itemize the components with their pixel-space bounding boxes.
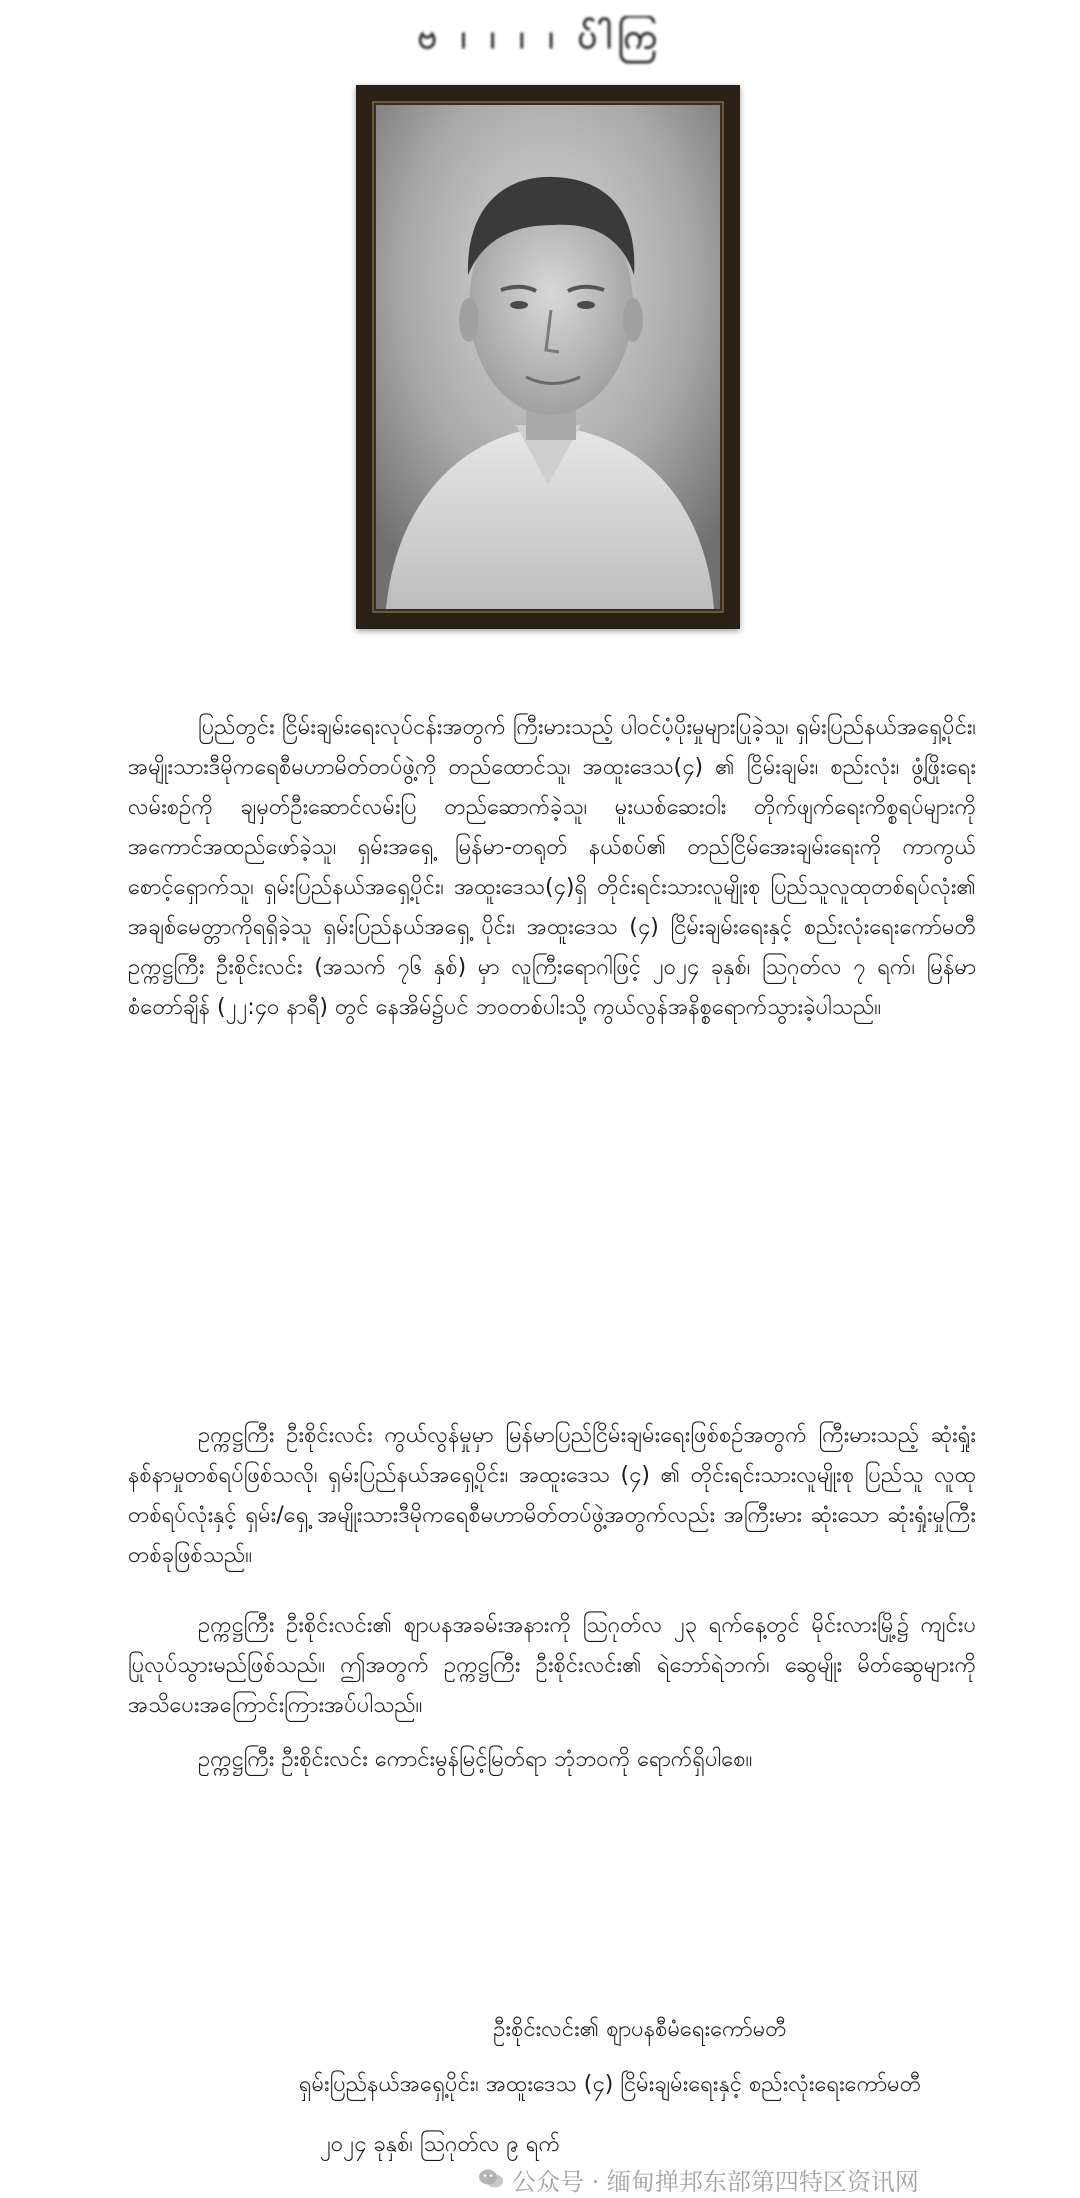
signature-organization: ရှမ်းပြည်နယ်အရှေ့ပိုင်း၊ အထူးဒေသ (၄) ငြိမ်းချမ်းရေးနှင့် စည်းလုံးရေးကော်မတီ: [298, 2072, 922, 2097]
wechat-icon: [478, 2166, 504, 2192]
watermark-text: 公众号 · 缅甸掸邦东部第四特区资讯网: [512, 2167, 919, 2196]
loss-paragraph: ဥက္ကဋ္ဌကြီး ဦးစိုင်းလင်း ကွယ်လွန်မှုမှာ မြန်မာပြည်ငြိမ်းချမ်းရေးဖြစ်စဉ်အတွက် ကြီးမားသည့် ဆုံးရှုံး နစ်နာမှုတစ်ရပ်ဖြစ်သလို၊ ရှမ်းပြည်နယ်အရှေ့ပိုင်း၊ အထူးဒေသ (၄) ၏ တိုင်းရင်းသားလူမျိုးစု ပြည်သူ လူထုတစ်ရပ်လုံးနှင့် ရှမ်း/ရှေ့ အမျိုးသားဒီမိုကရေစီမဟာမိတ်တပ်ဖွဲ့အတွက်လည်း အကြီးမား ဆုံးသော ဆုံးရှုံးမှုကြီးတစ်ခုဖြစ်သည်။: [128, 1423, 976, 1568]
page-title: ဗ ၊ ၊ ၊ ၊ ပ်ါကြ: [417, 17, 663, 57]
obituary-paragraph: ပြည်တွင်း ငြိမ်းချမ်းရေးလုပ်ငန်းအတွက် ကြီးမားသည့် ပါဝင်ပံ့ပိုးမှုများပြုခဲ့သူ၊ ရှမ်းပြည်နယ်အရှေ့ပိုင်း၊ အမျိုးသားဒီမိုကရေစီမဟာမိတ်တပ်ဖွဲ့ကို တည်ထောင်သူ၊ အထူးဒေသ(၄) ၏ ငြိမ်းချမ်း၊ စည်းလုံး၊ ဖွံ့ဖြိုးရေးလမ်းစဉ်ကို ချမှတ်ဦးဆောင်လမ်းပြ တည်ဆောက်ခဲ့သူ၊ မူးယစ်ဆေးဝါး တိုက်ဖျက်ရေးကိစ္စရပ်များကို အကောင်အထည်ဖော်ခဲ့သူ၊ ရှမ်းအရှေ့ မြန်မာ-တရုတ် နယ်စပ်၏ တည်ငြိမ်အေးချမ်းရေးကို ကာကွယ်စောင့်ရှောက်သူ၊ ရှမ်းပြည်နယ်အရှေ့ပိုင်း၊ အထူးဒေသ(၄)ရှိ တိုင်းရင်းသားလူမျိုးစု ပြည်သူလူထုတစ်ရပ်လုံး၏ အချစ်မေတ္တာကိုရရှိခဲ့သူ ရှမ်းပြည်နယ်အရှေ့ ပိုင်း၊ အထူးဒေသ (၄) ငြိမ်းချမ်းရေးနှင့် စည်းလုံးရေးကော်မတီ ဥက္ကဋ္ဌကြီး ဦးစိုင်းလင်း (အသက် ၇၆ နှစ်) မှာ လူကြီးရောဂါဖြင့် ၂၀၂၄ ခုနှစ်၊ ဩဂုတ်လ ၇ ရက်၊ မြန်မာစံတော်ချိန် (၂၂:၄၀ နာရီ) တွင် နေအိမ်၌ပင် ဘဝတစ်ပါးသို့ ကွယ်လွန်အနိစ္စရောက်သွားခဲ့ပါသည်။: [128, 715, 976, 1020]
blessing-paragraph: ဥက္ကဋ္ဌကြီး ဦးစိုင်းလင်း ကောင်းမွန်မြင့်မြတ်ရာ ဘုံဘဝကို ရောက်ရှိပါစေ။: [198, 1747, 753, 1772]
watermark: [478, 2165, 919, 2196]
portrait-silhouette-icon: [376, 105, 720, 609]
signature-committee: ဦးစိုင်းလင်း၏ စျာပနစီမံရေးကော်မတီ: [493, 2017, 787, 2042]
funeral-paragraph: ဥက္ကဋ္ဌကြီး ဦးစိုင်းလင်း၏ စျာပနအခမ်းအနားကို ဩဂုတ်လ ၂၃ ရက်နေ့တွင် မိုင်းလားမြို့၌ ကျင်းပပြုလုပ်သွားမည်ဖြစ်သည်။ ဤအတွက် ဥက္ကဋ္ဌကြီး ဦးစိုင်းလင်း၏ ရဲဘော်ရဲဘက်၊ ဆွေမျိုး မိတ်ဆွေများကို အသိပေးအကြောင်းကြားအပ်ပါသည်။: [128, 1613, 976, 1718]
portrait-frame: [356, 85, 740, 629]
signature-date: ၂၀၂၄ ခုနှစ်၊ ဩဂုတ်လ ၉ ရက်: [319, 2132, 561, 2157]
portrait-photo: [376, 105, 720, 609]
